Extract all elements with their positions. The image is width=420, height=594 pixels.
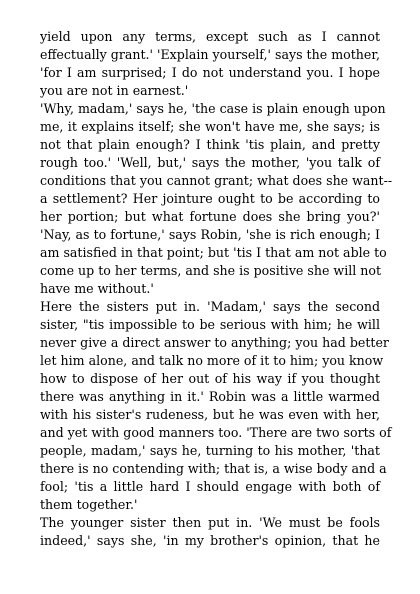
text-line: never give a direct answer to anything; you had better: [40, 335, 389, 350]
text-line: people, madam,' says he, turning to his mother, 'that: [40, 443, 380, 458]
text-line: The younger sister then put in. 'We must be fools: [40, 515, 380, 530]
text-line: with his sister's rudeness, but he was even with her,: [40, 407, 380, 422]
text-line: not that plain enough? I think 'tis plain, and pretty: [40, 137, 380, 152]
book-page-text: [40, 28, 393, 550]
text-line: me, it explains itself; she won't have me, she says; is: [40, 119, 380, 134]
text-line: 'for I am surprised; I do not understand you. I hope: [40, 65, 380, 80]
text-line: her portion; but what fortune does she bring you?': [40, 209, 380, 224]
text-line: you are not in earnest.': [40, 83, 189, 98]
text-line: sister, "tis impossible to be serious with him; he will: [40, 317, 380, 332]
text-line: conditions that you cannot grant; what does she want--: [40, 173, 393, 188]
text-line: fool; 'tis a little hard I should engage with both of: [40, 479, 380, 494]
text-line: yield upon any terms, except such as I cannot: [40, 29, 380, 44]
text-line: let him alone, and talk no more of it to him; you know: [40, 353, 384, 368]
text-line: 'Nay, as to fortune,' says Robin, 'she is rich enough; I: [40, 227, 380, 242]
text-line: effectually grant.' 'Explain yourself,' says the mother,: [40, 47, 380, 62]
text-line: there is no contending with; that is, a wise body and a: [40, 461, 387, 476]
text-line: have me without.': [40, 281, 154, 296]
text-line: 'Why, madam,' says he, 'the case is plain enough upon: [40, 101, 386, 116]
text-line: indeed,' says she, 'in my brother's opinion, that he: [40, 533, 380, 548]
text-line: Here the sisters put in. 'Madam,' says the second: [40, 299, 380, 314]
text-line: come up to her terms, and she is positive she will not: [40, 263, 382, 278]
text-line: rough too.' 'Well, but,' says the mother, 'you talk of: [40, 155, 380, 170]
text-line: a settlement? Her jointure ought to be according to: [40, 191, 380, 206]
text-line: them together.': [40, 497, 138, 512]
text-line: there was anything in it.' Robin was a little warmed: [40, 389, 380, 404]
text-line: am satisfied in that point; but 'tis I that am not able to: [40, 245, 387, 260]
text-line: how to dispose of her out of his way if you thought: [40, 371, 380, 386]
text-line: and yet with good manners too. 'There are two sorts of: [40, 425, 392, 440]
